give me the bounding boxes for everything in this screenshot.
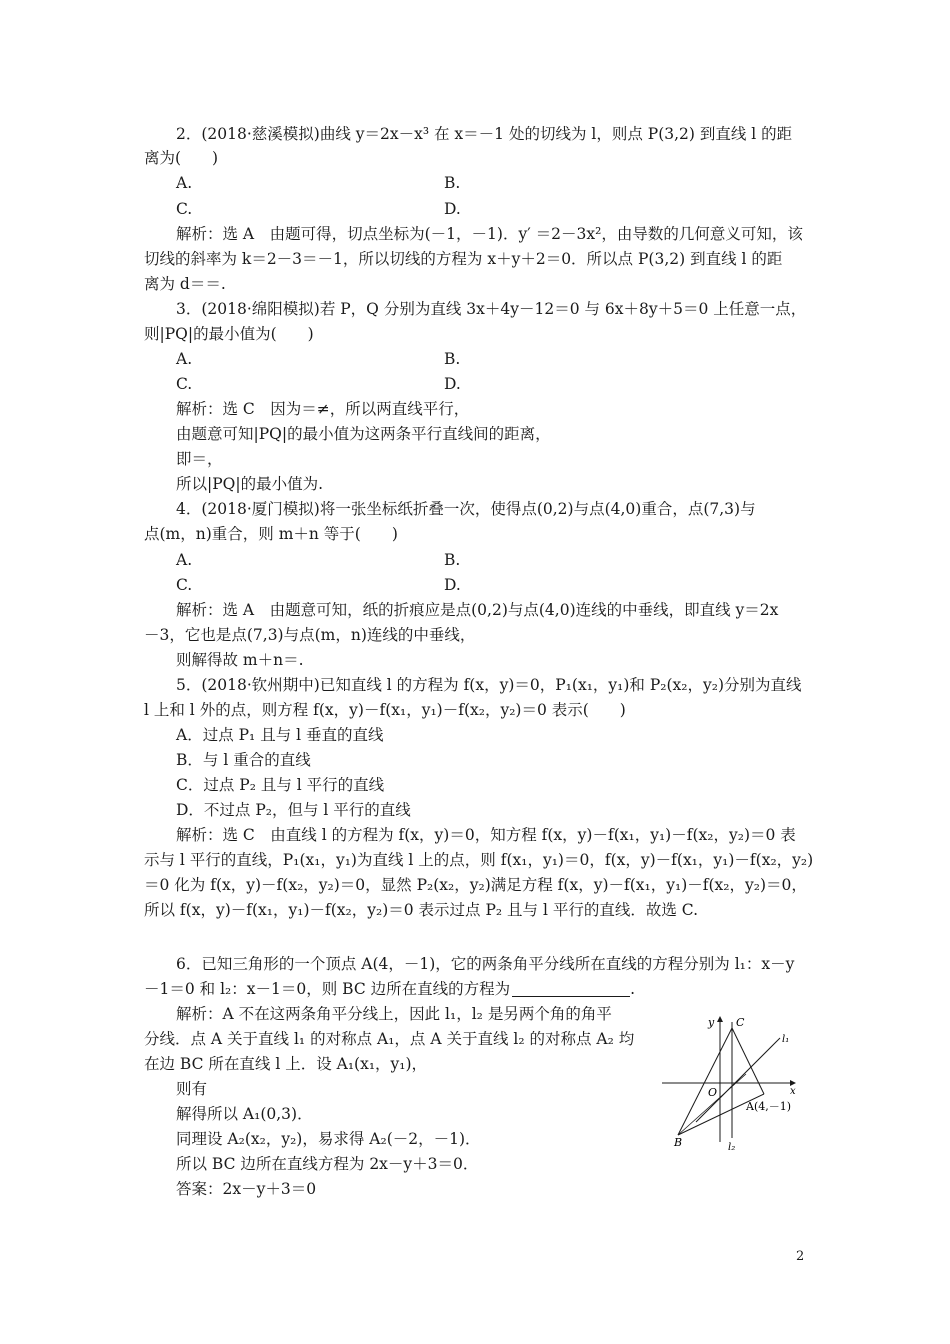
q6-solution-line5: 解得所以 A₁(0,3)． — [176, 1105, 313, 1123]
triangle-figure — [650, 1012, 810, 1152]
label-o: O — [708, 1086, 718, 1099]
q2-option-d: D. — [444, 200, 461, 218]
q6-solution-line7: 所以 BC 边所在直线方程为 2x－y＋3＝0． — [176, 1155, 479, 1173]
q5-solution-line4: 所以 f(x，y)－f(x₁，y₁)－f(x₂，y₂)＝0 表示过点 P₂ 且与 l 平行的直线．故选 C. — [144, 901, 699, 919]
label-a: A(4,－1) — [746, 1100, 792, 1113]
q6-solution-line4: 则有 — [176, 1080, 208, 1098]
q2-option-c: C. — [176, 200, 193, 218]
q5-solution-line1: 解析：选 C 由直线 l 的方程为 f(x，y)＝0，知方程 f(x，y)－f(x₁，y₁)－f(x₂，y₂)＝0 表 — [176, 826, 796, 844]
q6-answer: 答案：2x－y＋3＝0 — [176, 1180, 317, 1198]
q3-option-b: B. — [444, 350, 461, 368]
q6-stem-line2 — [144, 978, 635, 1000]
q6-stem-line1: 6．已知三角形的一个顶点 A(4，－1)，它的两条角平分线所在直线的方程分别为 l₁：x－y — [176, 955, 795, 973]
q2-stem-line1: 2．(2018·慈溪模拟)曲线 y＝2x－x³ 在 x＝－1 处的切线为 l，则点 P(3,2) 到直线 l 的距 — [176, 125, 793, 143]
q6-stem-line2-end: . — [630, 980, 636, 998]
q3-solution-line2: 由题意可知|PQ|的最小值为这两条平行直线间的距离， — [176, 425, 551, 443]
q6-solution-line6: 同理设 A₂(x₂，y₂)，易求得 A₂(－2，－1)． — [176, 1130, 481, 1148]
q5-solution-line2: 示与 l 平行的直线，P₁(x₁，y₁)为直线 l 上的点，则 f(x₁，y₁)＝0，f(x，y)－f(x₁，y₁)－f(x₂，y₂) — [144, 851, 814, 869]
q5-stem-line2: l 上和 l 外的点，则方程 f(x，y)－f(x₁，y₁)－f(x₂，y₂)＝0 表示( ) — [144, 701, 626, 719]
label-c: C — [736, 1016, 745, 1029]
q4-solution-line1: 解析：选 A 由题意可知，纸的折痕应是点(0,2)与点(4,0)连线的中垂线，即直线 y＝2x — [176, 601, 779, 619]
q2-option-b: B. — [444, 174, 461, 192]
q5-option-d: D．不过点 P₂，但与 l 平行的直线 — [176, 801, 411, 819]
q3-solution-line4: 所以|PQ|的最小值为. — [176, 475, 324, 493]
q4-solution-line3: 则解得故 m＋n＝. — [176, 651, 304, 669]
label-l2: l₂ — [728, 1142, 736, 1152]
label-b: B — [674, 1136, 683, 1149]
q5-solution-line3: ＝0 化为 f(x，y)－f(x₂，y₂)＝0，显然 P₂(x₂，y₂)满足方程 f(x，y)－f(x₁，y₁)－f(x₂，y₂)＝0， — [144, 876, 807, 894]
label-l1: l₁ — [782, 1034, 790, 1045]
q4-stem-line1: 4．(2018·厦门模拟)将一张坐标纸折叠一次，使得点(0,2)与点(4,0)重合，点(7,3)与 — [176, 500, 756, 518]
q2-solution-line2: 切线的斜率为 k＝2－3＝－1，所以切线的方程为 x＋y＋2＝0．所以点 P(3,2) 到直线 l 的距 — [144, 250, 783, 268]
answer-blank — [512, 980, 630, 997]
q6-solution-line3: 在边 BC 所在直线 l 上．设 A₁(x₁，y₁)， — [144, 1055, 428, 1073]
side-ca — [732, 1028, 764, 1094]
side-bc — [678, 1028, 732, 1135]
page-number: 2 — [796, 1249, 805, 1264]
q6-stem-line2-text: －1＝0 和 l₂：x－1＝0，则 BC 边所在直线的方程为 — [144, 980, 511, 998]
q5-stem-line1: 5．(2018·钦州期中)已知直线 l 的方程为 f(x，y)＝0，P₁(x₁，y₁)和 P₂(x₂，y₂)分别为直线 — [176, 676, 802, 694]
q2-stem-line2: 离为( ) — [144, 149, 219, 167]
label-x: x — [790, 1086, 796, 1097]
q5-option-c: C．过点 P₂ 且与 l 平行的直线 — [176, 776, 385, 794]
q3-stem-line1: 3．(2018·绵阳模拟)若 P，Q 分别为直线 3x＋4y－12＝0 与 6x＋8y＋5＝0 上任意一点， — [176, 300, 807, 318]
q3-option-c: C. — [176, 375, 193, 393]
q4-option-d: D. — [444, 576, 461, 594]
q5-option-b: B．与 l 重合的直线 — [176, 751, 311, 769]
q2-option-a: A. — [176, 174, 193, 192]
q3-option-a: A. — [176, 350, 193, 368]
q5-option-a: A．过点 P₁ 且与 l 垂直的直线 — [176, 726, 384, 744]
q3-solution-line1: 解析：选 C 因为＝≠，所以两直线平行， — [176, 400, 470, 418]
q4-solution-line2: －3，它也是点(7,3)与点(m，n)连线的中垂线， — [144, 626, 476, 644]
q6-solution-line1: 解析：A 不在这两条角平分线上，因此 l₁，l₂ 是另两个角的角平 — [176, 1005, 612, 1023]
q3-option-d: D. — [444, 375, 461, 393]
q4-option-c: C. — [176, 576, 193, 594]
y-axis-arrow — [717, 1016, 723, 1022]
q3-solution-line3: 即＝， — [176, 450, 223, 468]
q2-solution-line3: 离为 d＝＝. — [144, 275, 226, 293]
q3-stem-line2: 则|PQ|的最小值为( ) — [144, 325, 314, 343]
q4-option-b: B. — [444, 551, 461, 569]
q4-option-a: A. — [176, 551, 193, 569]
label-y: y — [708, 1016, 715, 1029]
q2-solution-line1: 解析：选 A 由题可得，切点坐标为(－1，－1)．y′ ＝2－3x²，由导数的几何意义可知，该 — [176, 225, 803, 243]
q6-solution-line2: 分线．点 A 关于直线 l₁ 的对称点 A₁，点 A 关于直线 l₂ 的对称点 A₂ 均 — [144, 1030, 635, 1048]
q4-stem-line2: 点(m，n)重合，则 m＋n 等于( ) — [144, 525, 398, 543]
